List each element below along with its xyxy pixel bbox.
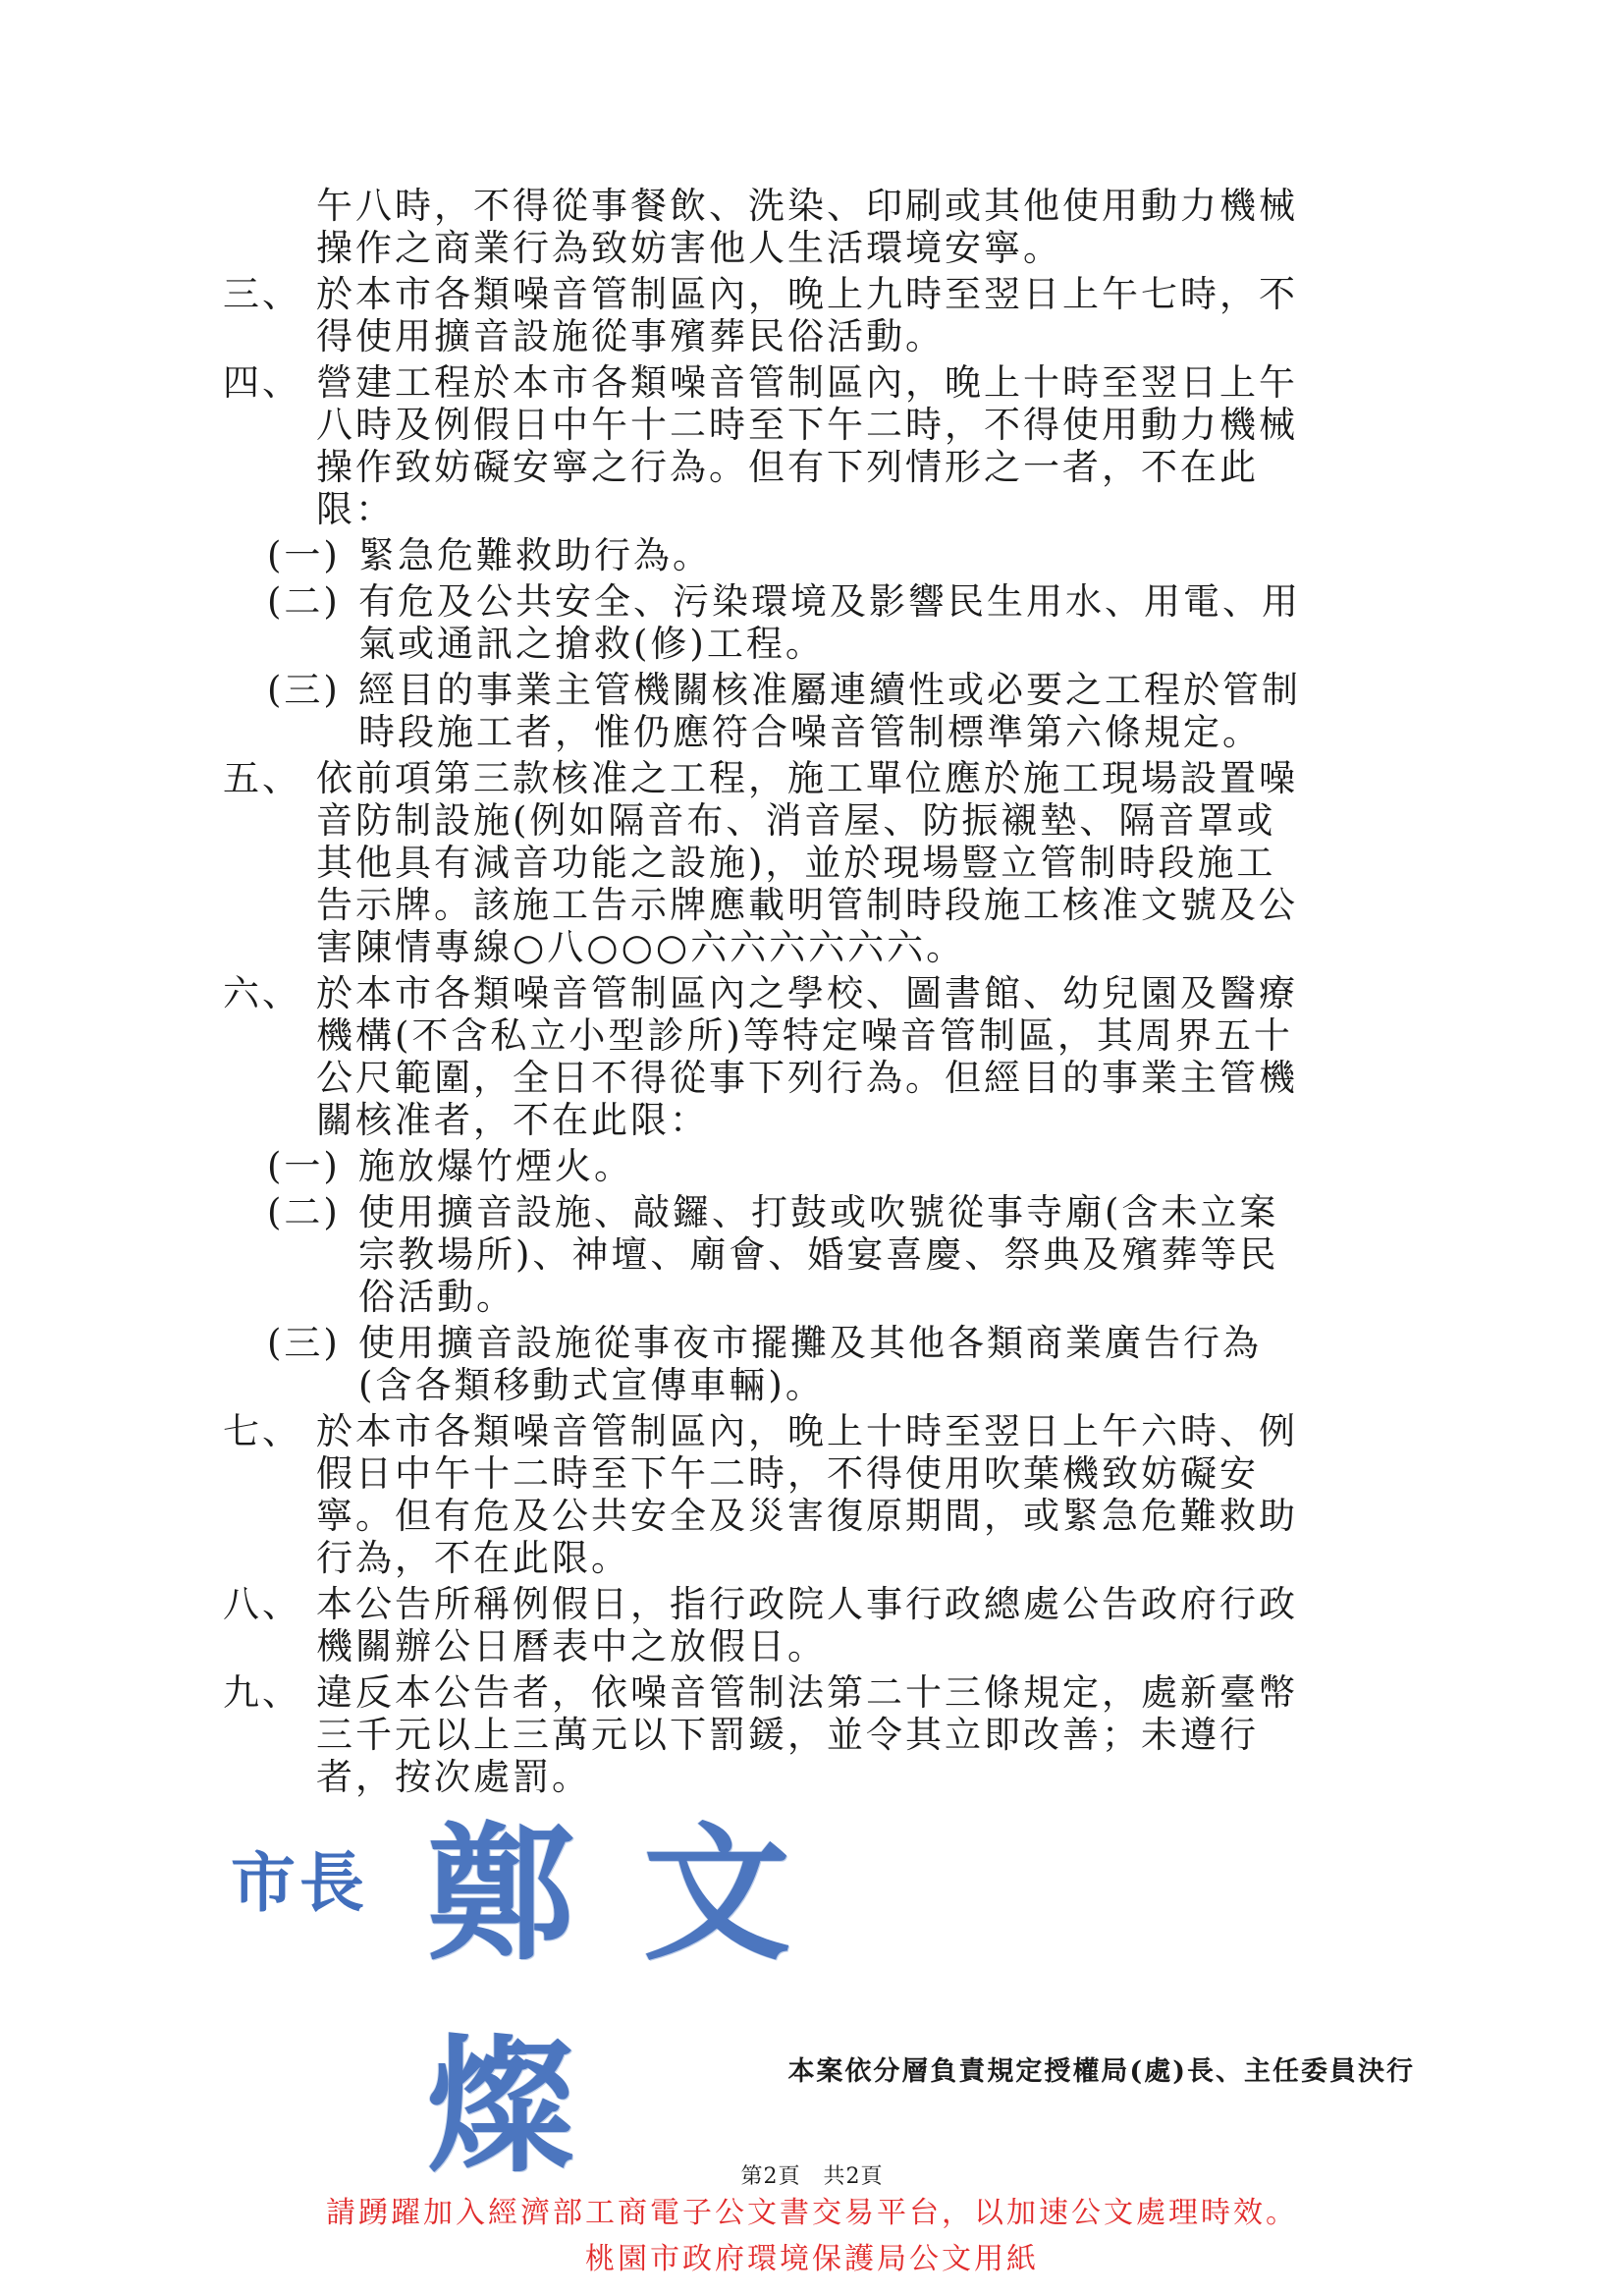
clause-text-line: 午八時，不得從事餐飲、洗染、印刷或其他使用動力機械 bbox=[316, 185, 1298, 227]
clause-text-line: 於本市各類噪音管制區內，晚上十時至翌日上午六時、例 bbox=[316, 1410, 1298, 1452]
clause-text-line: 時段施工者，惟仍應符合噪音管制標準第六條規定。 bbox=[358, 711, 1262, 753]
clause-text-line: 限： bbox=[316, 488, 395, 530]
clause-text-line: 害陳情專線○八○○○六六六六六六。 bbox=[316, 926, 966, 968]
clause-marker: 四、 bbox=[223, 361, 301, 404]
footer-agency-paper: 桃園市政府環境保護局公文用紙 bbox=[585, 2242, 1039, 2276]
clause-text-line: 操作致妨礙安寧之行為。但有下列情形之一者，不在此 bbox=[316, 446, 1259, 488]
clause-text-line: 營建工程於本市各類噪音管制區內，晚上十時至翌日上午 bbox=[316, 361, 1298, 404]
clause-text-line: 告示牌。該施工告示牌應載明管制時段施工核准文號及公 bbox=[316, 884, 1298, 926]
clause-text-line: 公尺範圍，全日不得從事下列行為。但經目的事業主管機 bbox=[316, 1057, 1298, 1099]
clause-marker: (二) bbox=[267, 1191, 341, 1233]
clause-marker: 五、 bbox=[223, 757, 301, 799]
clause-text-line: 使用擴音設施、敲鑼、打鼓或吹號從事寺廟(含未立案 bbox=[358, 1191, 1279, 1233]
sub-clause bbox=[226, 1145, 1434, 1187]
clause-text-line: 關核准者，不在此限： bbox=[316, 1099, 709, 1141]
clause-text-line: 施放爆竹煙火。 bbox=[358, 1145, 633, 1187]
clause-marker: (三) bbox=[267, 669, 341, 711]
clause-marker: (一) bbox=[267, 1145, 341, 1187]
sub-clause bbox=[226, 580, 1434, 665]
clause-marker: (三) bbox=[267, 1322, 341, 1364]
clause bbox=[223, 1410, 1434, 1579]
clause-text-line: 於本市各類噪音管制區內之學校、圖書館、幼兒園及醫療 bbox=[316, 972, 1298, 1014]
clause-text-line: 於本市各類噪音管制區內，晚上九時至翌日上午七時，不 bbox=[316, 273, 1298, 315]
page-number: 第2頁 共2頁 bbox=[740, 2164, 884, 2189]
clause-text-line: 使用擴音設施從事夜市擺攤及其他各類商業廣告行為 bbox=[358, 1322, 1262, 1364]
footer-platform-notice: 請踴躍加入經濟部工商電子公文書交易平台，以加速公文處理時效。 bbox=[326, 2196, 1298, 2230]
clause-text-line: 三千元以上三萬元以下罰鍰，並令其立即改善；未遵行 bbox=[316, 1714, 1259, 1756]
clause bbox=[223, 757, 1434, 968]
clause-text-line: 宗教場所)、神壇、廟會、婚宴喜慶、祭典及殯葬等民 bbox=[358, 1233, 1279, 1276]
clause-text-line: 緊急危難救助行為。 bbox=[358, 534, 712, 576]
clause-text-line: 機關辦公日曆表中之放假日。 bbox=[316, 1625, 827, 1667]
clause-text-line: (含各類移動式宣傳車輛)。 bbox=[358, 1364, 825, 1406]
clause-marker: 三、 bbox=[223, 273, 301, 315]
clause-marker: 八、 bbox=[223, 1583, 301, 1625]
clause bbox=[226, 185, 1434, 269]
clause-text-line: 八時及例假日中午十二時至下午二時，不得使用動力機械 bbox=[316, 404, 1298, 446]
clause bbox=[223, 972, 1434, 1141]
clause-marker: 六、 bbox=[223, 972, 301, 1014]
clause-text-line: 機構(不含私立小型診所)等特定噪音管制區，其周界五十 bbox=[316, 1014, 1293, 1057]
clause-marker: 七、 bbox=[223, 1410, 301, 1452]
clause-marker: (一) bbox=[267, 534, 341, 576]
clause-text-line: 經目的事業主管機關核准屬連續性或必要之工程於管制 bbox=[358, 669, 1301, 711]
clause bbox=[223, 1583, 1434, 1667]
clause-marker: 九、 bbox=[223, 1671, 301, 1714]
clause-text-line: 音防制設施(例如隔音布、消音屋、防振襯墊、隔音罩或 bbox=[316, 799, 1276, 842]
signature-title: 市長 bbox=[231, 1844, 368, 1921]
clause-text-line: 本公告所稱例假日，指行政院人事行政總處公告政府行政 bbox=[316, 1583, 1298, 1625]
clause-text-line: 依前項第三款核准之工程，施工單位應於施工現場設置噪 bbox=[316, 757, 1298, 799]
delegation-note: 本案依分層負責規定授權局(處)長、主任委員決行 bbox=[787, 2056, 1415, 2087]
clause-text-line: 違反本公告者，依噪音管制法第二十三條規定，處新臺幣 bbox=[316, 1671, 1298, 1714]
clause-text-line: 者，按次處罰。 bbox=[316, 1756, 591, 1798]
clause bbox=[223, 273, 1434, 357]
signature-name: 鄭文燦 bbox=[427, 1808, 860, 2193]
clause-text-line: 得使用擴音設施從事殯葬民俗活動。 bbox=[316, 315, 945, 357]
clause-text-line: 寧。但有危及公共安全及災害復原期間，或緊急危難救助 bbox=[316, 1495, 1298, 1537]
clause-text-line: 行為，不在此限。 bbox=[316, 1537, 630, 1579]
sub-clause bbox=[226, 1191, 1434, 1318]
clause-text-line: 有危及公共安全、污染環境及影響民生用水、用電、用 bbox=[358, 580, 1301, 623]
announcement-body bbox=[223, 185, 1434, 1798]
clause-text-line: 氣或通訊之搶救(修)工程。 bbox=[358, 623, 825, 665]
clause-text-line: 其他具有減音功能之設施)，並於現場豎立管制時段施工 bbox=[316, 842, 1276, 884]
clause bbox=[223, 361, 1434, 530]
clause-text-line: 假日中午十二時至下午二時，不得使用吹葉機致妨礙安 bbox=[316, 1452, 1259, 1495]
clause-text-line: 俗活動。 bbox=[358, 1276, 515, 1318]
clause-marker: (二) bbox=[267, 580, 341, 623]
sub-clause bbox=[226, 669, 1434, 753]
sub-clause bbox=[226, 534, 1434, 576]
sub-clause bbox=[226, 1322, 1434, 1406]
clause-text-line: 操作之商業行為致妨害他人生活環境安寧。 bbox=[316, 227, 1062, 269]
